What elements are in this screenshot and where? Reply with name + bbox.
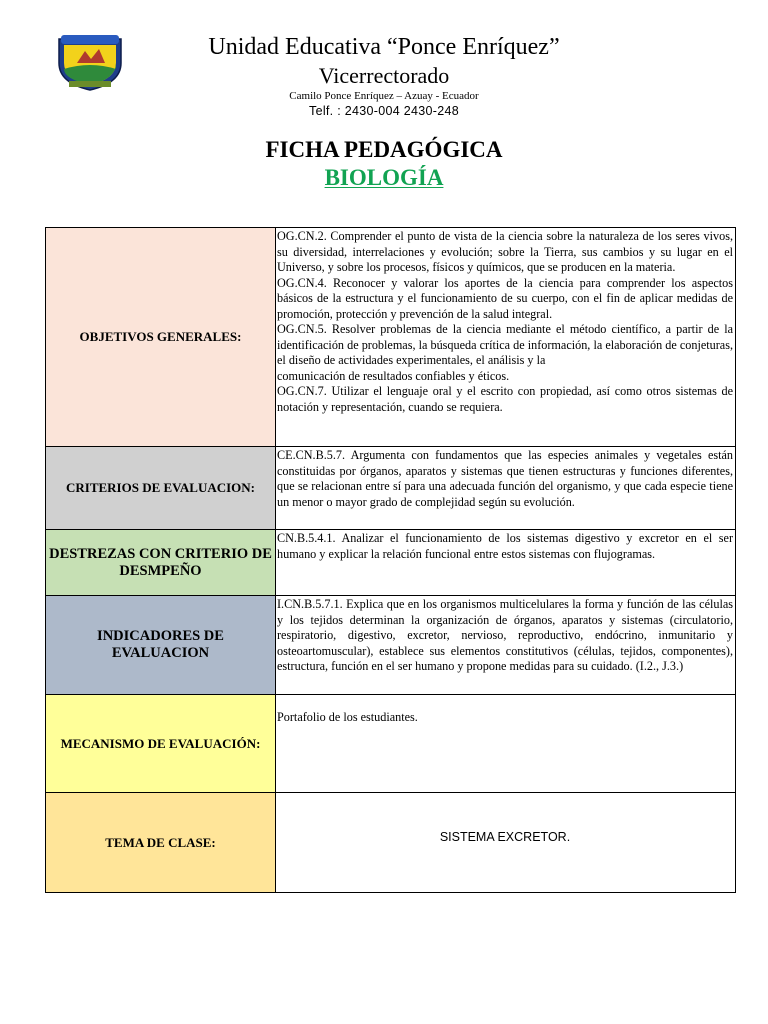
school-name: Unidad Educativa “Ponce Enríquez” <box>208 34 560 60</box>
table-row <box>46 793 736 893</box>
school-crest-logo <box>55 33 125 91</box>
destrezas-label: DESTREZAS CON CRITERIO DE DESMPEÑO <box>46 530 276 596</box>
tema-label: TEMA DE CLASE: <box>46 793 276 893</box>
indicadores-label: INDICADORES DE EVALUACION <box>46 596 276 695</box>
mecanismo-content: Portafolio de los estudiantes. <box>276 695 736 793</box>
objetivos-content <box>276 228 736 447</box>
destrezas-content: CN.B.5.4.1. Analizar el funcionamiento de los sistemas digestivo y excretor en el ser humano y explicar la relación funcional entre estos sistemas con flujogramas. <box>276 530 736 596</box>
school-phone: Telf. : 2430-004 2430-248 <box>309 104 459 118</box>
school-address: Camilo Ponce Enríquez – Azuay - Ecuador <box>289 90 479 102</box>
objetivo-item: comunicación de resultados confiables y éticos. <box>277 368 510 383</box>
table-row <box>46 447 736 530</box>
criterios-content: CE.CN.B.5.7. Argumenta con fundamentos que las especies animales y vegetales están constituidas por órganos, aparatos y sistemas que tienen estructuras y funciones diferentes, que se relacionan entre sí para una adecuada función del organismo, y que cada especie tiene un menor o mayor grado de complejidad según su evolución. <box>276 447 736 530</box>
objetivo-item: OG.CN.4. Reconocer y valorar los aportes de la ciencia para comprender los aspectos básicos de la estructura y el funcionamiento de su cuerpo, con el fin de aplicar medidas de promoción, protección y prevención de la salud integral. <box>277 275 733 321</box>
office-name: Vicerrectorado <box>318 63 450 88</box>
criterios-label: CRITERIOS DE EVALUACION: <box>46 447 276 530</box>
mecanismo-label: MECANISMO DE EVALUACIÓN: <box>46 695 276 793</box>
table-row <box>46 596 736 695</box>
tema-content: SISTEMA EXCRETOR. <box>276 793 736 893</box>
indicadores-content: I.CN.B.5.7.1. Explica que en los organismos multicelulares la forma y función de las células y los tejidos determinan la organización de órganos, aparatos y sistemas (circulatorio, respiratorio, digestivo, excretor, nervioso, reproductivo, endócrino, inmunitario y osteoartomuscular), establece sus elementos constitutivos (células, tejidos, componentes), estructura, función en el ser humano y propone medidas para su cuidado. (I.2., J.3.) <box>276 596 736 695</box>
objetivo-item: OG.CN.2. Comprender el punto de vista de la ciencia sobre la naturaleza de los seres vivos, su diversidad, interrelaciones y evolución; sobre la Tierra, sus cambios y su lugar en el Universo, y sobre los procesos, físicos y químicos, que se producen en la materia. <box>277 229 733 274</box>
lesson-plan-table <box>45 227 736 893</box>
table-row <box>46 695 736 793</box>
table-row <box>46 228 736 447</box>
table-row <box>46 530 736 596</box>
objetivo-item: OG.CN.5. Resolver problemas de la ciencia mediante el método científico, a partir de la identificación de problemas, la búsqueda crítica de información, la elaboración de conjeturas, el diseño de actividades experimentales, el análisis y la <box>277 322 733 367</box>
objetivos-label: OBJETIVOS GENERALES: <box>46 228 276 447</box>
subject-title: BIOLOGÍA <box>324 165 444 190</box>
document-title: FICHA PEDAGÓGICA <box>265 137 503 162</box>
objetivo-item: OG.CN.7. Utilizar el lenguaje oral y el escrito con propiedad, así como otros sistemas de notación y representación, cuando se requiera. <box>277 384 733 414</box>
